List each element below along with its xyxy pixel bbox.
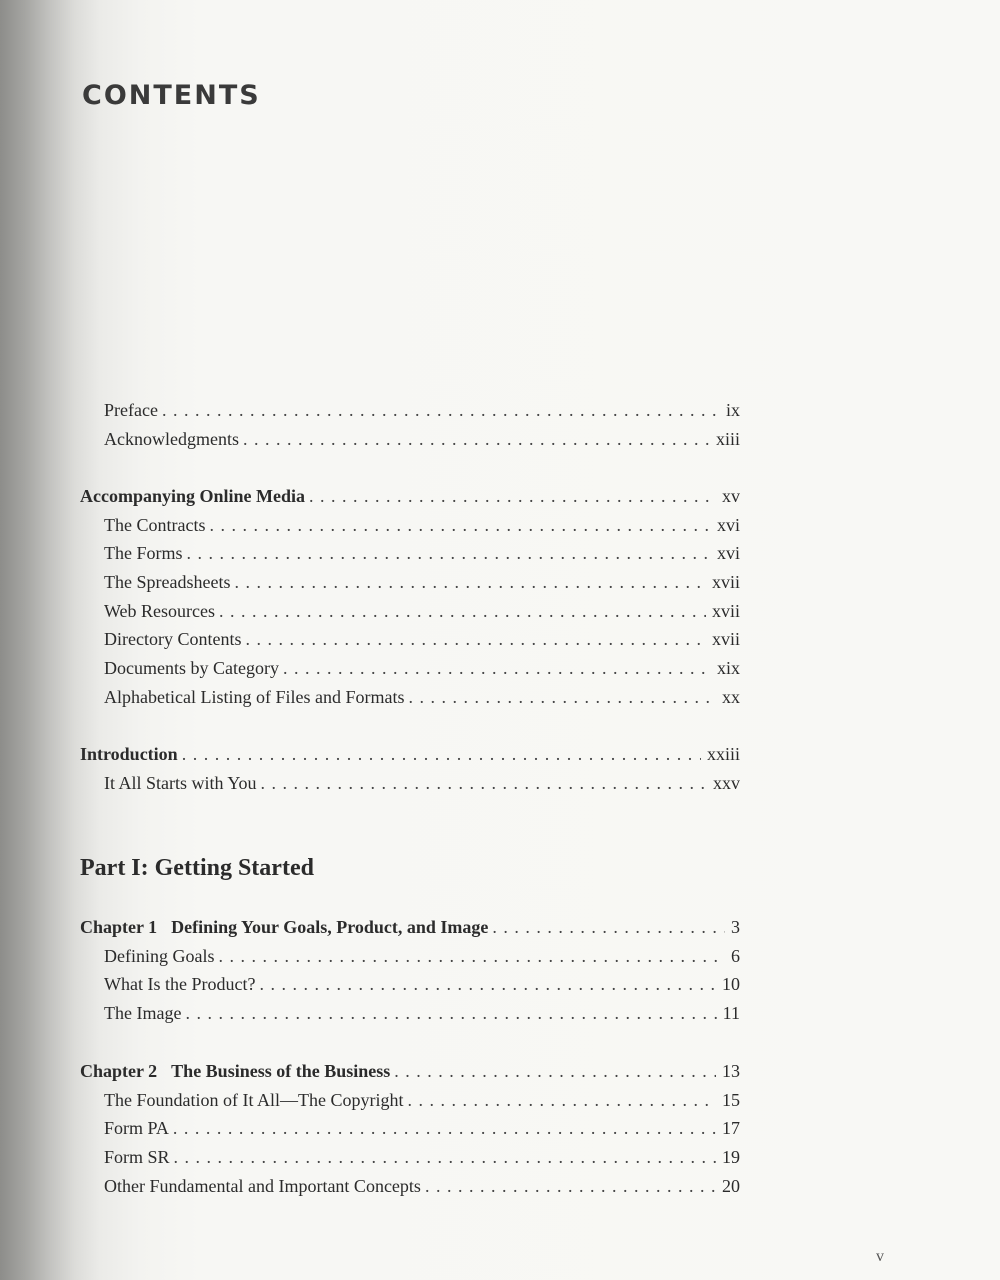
toc-entry — [80, 658, 740, 687]
dot-leader — [245, 629, 706, 650]
toc-entry — [80, 974, 740, 1003]
dot-leader — [187, 543, 711, 564]
dot-leader — [243, 429, 710, 450]
toc-entry-label: The Spreadsheets — [104, 572, 231, 593]
dot-leader — [309, 486, 716, 507]
toc-entry-page: xvi — [716, 543, 740, 564]
introduction-section — [80, 744, 740, 801]
dot-leader — [173, 1118, 716, 1139]
toc-entry-label: Form PA — [104, 1118, 169, 1139]
toc-entry-label: Form SR — [104, 1147, 170, 1168]
toc-entry-page: 11 — [722, 1003, 740, 1024]
toc-entry-label: The Contracts — [104, 514, 206, 535]
toc-entry-label: The Image — [104, 1003, 182, 1024]
toc-entry — [80, 1147, 740, 1176]
dot-leader — [209, 515, 711, 536]
toc-entry-page: 19 — [722, 1147, 740, 1168]
dot-leader — [492, 917, 725, 938]
dot-leader — [182, 744, 701, 765]
toc-entry-label: The Forms — [104, 543, 183, 564]
toc-entry — [80, 1003, 740, 1032]
front-matter-section — [80, 400, 740, 457]
toc-entry — [80, 1176, 740, 1205]
chapter-heading-label — [80, 1061, 394, 1082]
toc-entry-page: 6 — [731, 945, 740, 966]
toc-entry-page: 17 — [722, 1118, 740, 1139]
toc-entry-label: Acknowledgments — [104, 428, 239, 449]
toc-entry-label: Defining Goals — [104, 945, 215, 966]
toc-entry — [80, 601, 740, 630]
toc-entry-label: The Foundation of It All—The Copyright — [104, 1089, 404, 1110]
toc-entry — [80, 429, 740, 458]
contents-title: CONTENTS — [82, 80, 261, 111]
dot-leader — [234, 572, 706, 593]
toc-section-page: xxiii — [706, 744, 740, 764]
chapter-heading — [80, 1061, 740, 1090]
chapter-1-section — [80, 917, 740, 1032]
toc-entry-label: It All Starts with You — [104, 772, 257, 793]
chapter-heading-label — [80, 917, 492, 938]
toc-entry-page: xx — [722, 686, 740, 707]
toc-section-label: Introduction — [80, 744, 178, 764]
toc-entry-page: xvii — [711, 629, 740, 650]
dot-leader — [185, 1003, 716, 1024]
toc-entry-page: xiii — [715, 428, 740, 449]
part-heading: Part I: Getting Started — [80, 855, 314, 881]
dot-leader — [259, 974, 716, 995]
toc-section-heading — [80, 744, 740, 773]
toc-entry — [80, 773, 740, 802]
toc-entry — [80, 515, 740, 544]
toc-entry-page: xvii — [711, 572, 740, 593]
toc-entry-page: xvi — [716, 514, 740, 535]
toc-section-label: Accompanying Online Media — [80, 486, 306, 506]
dot-leader — [162, 400, 720, 421]
toc-entry — [80, 1118, 740, 1147]
toc-entry-label: What Is the Product? — [104, 974, 256, 995]
toc-entry-label: Alphabetical Listing of Files and Formats — [104, 686, 405, 707]
dot-leader — [261, 773, 707, 794]
chapter-number: Chapter 1 — [80, 917, 158, 937]
chapter-title: The Business of the Business — [171, 1061, 391, 1081]
chapter-heading — [80, 917, 740, 946]
toc-section-heading — [80, 486, 740, 515]
online-media-section — [80, 486, 740, 716]
dot-leader — [425, 1176, 716, 1197]
toc-entry — [80, 400, 740, 429]
toc-entry — [80, 572, 740, 601]
toc-entry-page: xvii — [711, 600, 740, 621]
dot-leader — [219, 601, 706, 622]
toc-entry — [80, 946, 740, 975]
toc-entry — [80, 543, 740, 572]
toc-section-page: xv — [722, 486, 740, 506]
toc-entry-page: 15 — [722, 1089, 740, 1110]
toc-entry-label: Documents by Category — [104, 658, 279, 679]
chapter-title: Defining Your Goals, Product, and Image — [171, 917, 489, 937]
toc-entry — [80, 629, 740, 658]
dot-leader — [283, 658, 711, 679]
chapter-2-section — [80, 1061, 740, 1204]
toc-entry — [80, 687, 740, 716]
toc-entry-label: Directory Contents — [104, 629, 242, 650]
toc-entry — [80, 1090, 740, 1119]
chapter-page: 13 — [722, 1061, 740, 1081]
chapter-page: 3 — [731, 917, 740, 937]
dot-leader — [218, 946, 725, 967]
dot-leader — [174, 1147, 716, 1168]
toc-entry-label: Web Resources — [104, 600, 216, 621]
chapter-number: Chapter 2 — [80, 1061, 158, 1081]
toc-entry-label: Other Fundamental and Important Concepts — [104, 1175, 421, 1196]
toc-entry-label: Preface — [104, 400, 158, 420]
toc-entry-page: xix — [716, 658, 740, 679]
toc-entry-page: 20 — [722, 1175, 740, 1196]
dot-leader — [394, 1061, 716, 1082]
page-number: v — [876, 1248, 884, 1265]
toc-entry-page: 10 — [722, 974, 740, 995]
toc-entry-page: xxv — [713, 772, 740, 793]
dot-leader — [407, 1090, 716, 1111]
dot-leader — [408, 687, 716, 708]
toc-entry-page: ix — [725, 400, 740, 420]
